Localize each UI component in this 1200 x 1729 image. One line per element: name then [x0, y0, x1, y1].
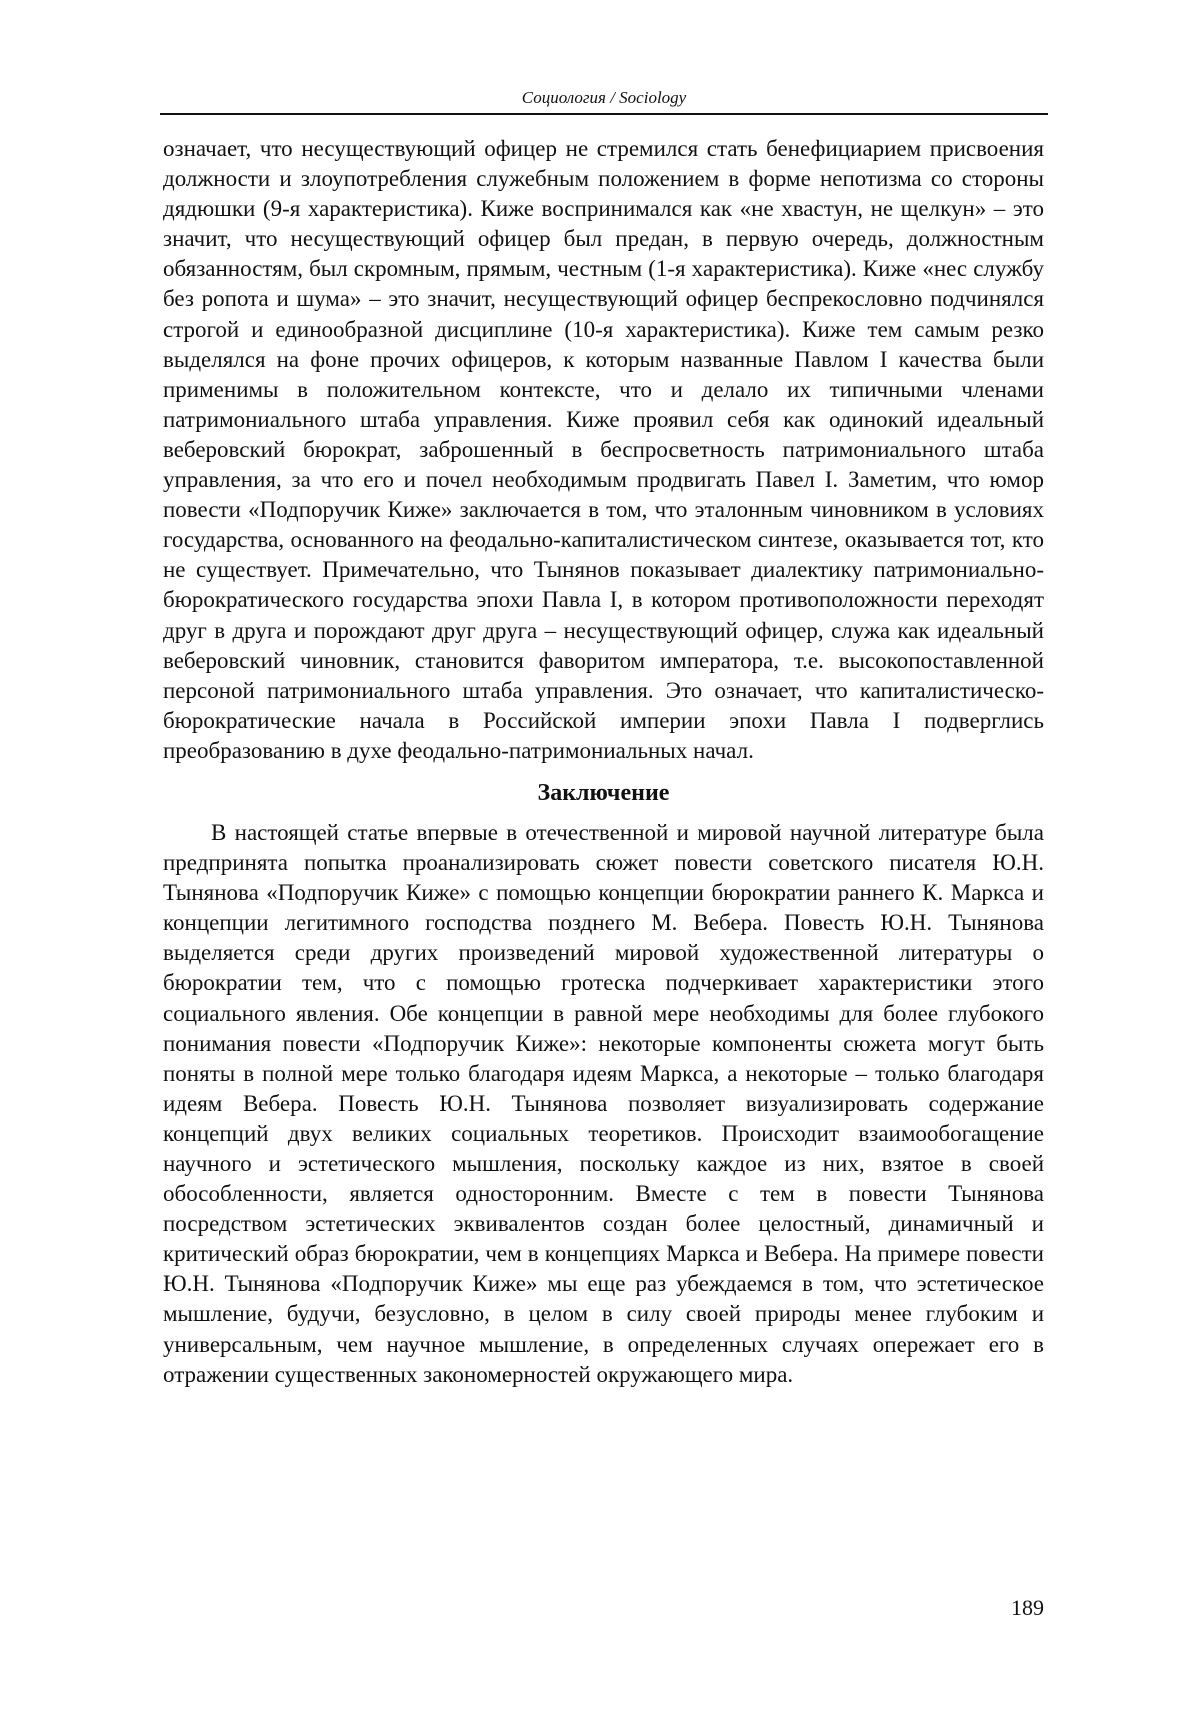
body-paragraph: означает, что несуществующий офицер не стремился стать бенефициарием присвоения должности и злоупотребления служебным положением в форме непотизма со стороны дядюшки (9-я характеристика). Киже воспринимался как «не хвастун, не щелкун» – это значит, что несуществующий офицер был предан, в первую очередь, должностным обязанностям, был скромным, прямым, честным (1-я характеристика). Киже «нес службу без ропота и шума» – это значит, несуществующий офицер беспрекословно подчинялся строгой и единообразной дисциплине (10-я характеристика). Киже тем самым резко выделялся на фоне прочих офицеров, к которым названные Павлом I качества были применимы в положительном контексте, что и делало их типичными членами патримониального штаба управления. Киже проявил себя как одинокий идеальный веберовский бюрократ, заброшенный в беспросветность патримониального штаба управления, за что его и почел необходимым продвигать Павел I. Заметим, что юмор повести «Подпоручик Киже» заключается в том, что эталонным чиновником в условиях государства, основанного на феодально-капиталистическом синтезе, оказывается тот, кто не существует. Примечательно, что Тынянов показывает диалектику патримониально-бюрократического государства эпохи Павла I, в котором противоположности переходят друг в друга и порождают друг друга – несуществующий офицер, служа как идеальный веберовский чиновник, становится фаворитом императора, т.е. высокопоставленной персоной патримониального штаба управления. Это означает, что капиталистическо-бюрократические начала в Российской империи эпохи Павла I подверглись преобразованию в духе феодально-патримониальных начал. — [163, 136, 1044, 763]
running-head: Социология / Sociology — [521, 88, 687, 107]
conclusion-paragraph: В настоящей статье впервые в отечественной и мировой научной литературе была предпринята попытка проанализировать сюжет повести советского писателя Ю.Н. Тынянова «Подпоручик Киже» с помощью концепции бюрократии раннего К. Маркса и концепции легитимного господства позднего М. Вебера. Повесть Ю.Н. Тынянова выделяется среди других произведений мировой художественной литературы о бюрократии тем, что с помощью гротеска подчеркивает характеристики этого социального явления. Обе концепции в равной мере необходимы для более глубокого понимания повести «Подпоручик Киже»: некоторые компоненты сюжета могут быть поняты в полной мере только благодаря идеям Маркса, а некоторые – только благодаря идеям Вебера. Повесть Ю.Н. Тынянова позволяет визуализировать содержание концепций двух великих социальных теоретиков. Происходит взаимообогащение научного и эстетического мышления, поскольку каждое из них, взятое в своей обособленности, является односторонним. Вместе с тем в повести Тынянова посредством эстетических эквивалентов создан более целостный, динамичный и критический образ бюрократии, чем в концепциях Маркса и Вебера. На примере повести Ю.Н. Тынянова «Подпоручик Киже» мы еще раз убеждаемся в том, что эстетическое мышление, будучи, безусловно, в целом в силу своей природы менее глубоким и универсальным, чем научное мышление, в определенных случаях опережает его в отражении существенных закономерностей окружающего мира. — [163, 819, 1044, 1387]
section-heading-conclusion: Заключение — [537, 779, 670, 806]
article-body — [163, 134, 1044, 1390]
page-number: 189 — [1011, 1595, 1044, 1620]
header-divider — [160, 113, 1048, 115]
